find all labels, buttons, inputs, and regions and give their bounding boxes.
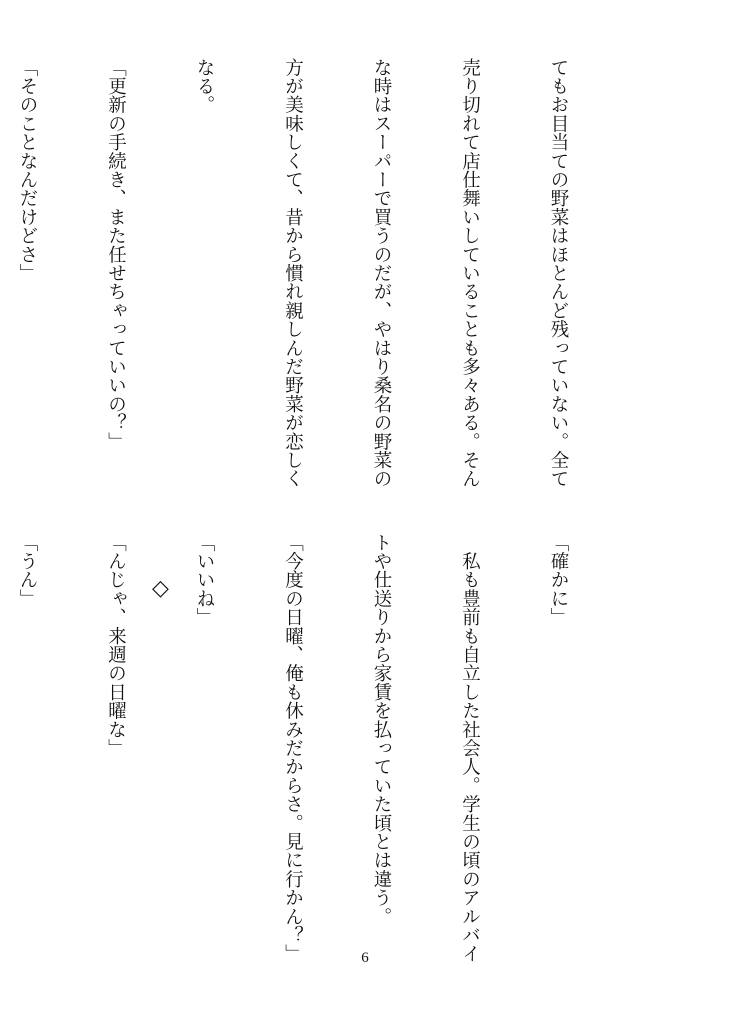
text-line: てもお目当ての野菜はほとんど残っていない。全て xyxy=(548,58,569,489)
text-line: な時はスーパーで買うのだが、やはり桑名の野菜の xyxy=(371,58,392,489)
text-line: 方が美味しくて、昔から慣れ親しんだ野菜が恋しく xyxy=(282,58,304,489)
text-line: なる。 xyxy=(194,58,215,115)
page-number: 6 xyxy=(361,950,369,966)
text-line: 私も豊前も自立した社会人。学生の頃のアルバイ xyxy=(459,533,481,964)
body-text-bottom xyxy=(0,533,632,973)
dialogue-line: 「んじゃ、来週の日曜な」 xyxy=(105,533,127,758)
dialogue-line: 「今度の日曜、俺も休みだからさ。見に行かん？」 xyxy=(282,533,304,964)
text-line: トや仕送りから家賃を払っていた頃とは違う。 xyxy=(371,533,392,926)
text-line: 売り切れて店仕舞いしていることも多々ある。そん xyxy=(459,58,481,489)
dialogue-line: 「更新の手続き、また任せちゃっていいの？」 xyxy=(105,58,127,451)
dialogue-line: 「確かに」 xyxy=(548,533,569,627)
dialogue-line: 「いいね」 xyxy=(194,533,215,627)
body-text-top xyxy=(0,58,632,498)
dialogue-line: 「うん」 xyxy=(17,533,38,608)
scene-break-diamond: ◇ xyxy=(152,576,169,601)
dialogue-line: 「そのことなんだけどさ」 xyxy=(17,58,38,283)
